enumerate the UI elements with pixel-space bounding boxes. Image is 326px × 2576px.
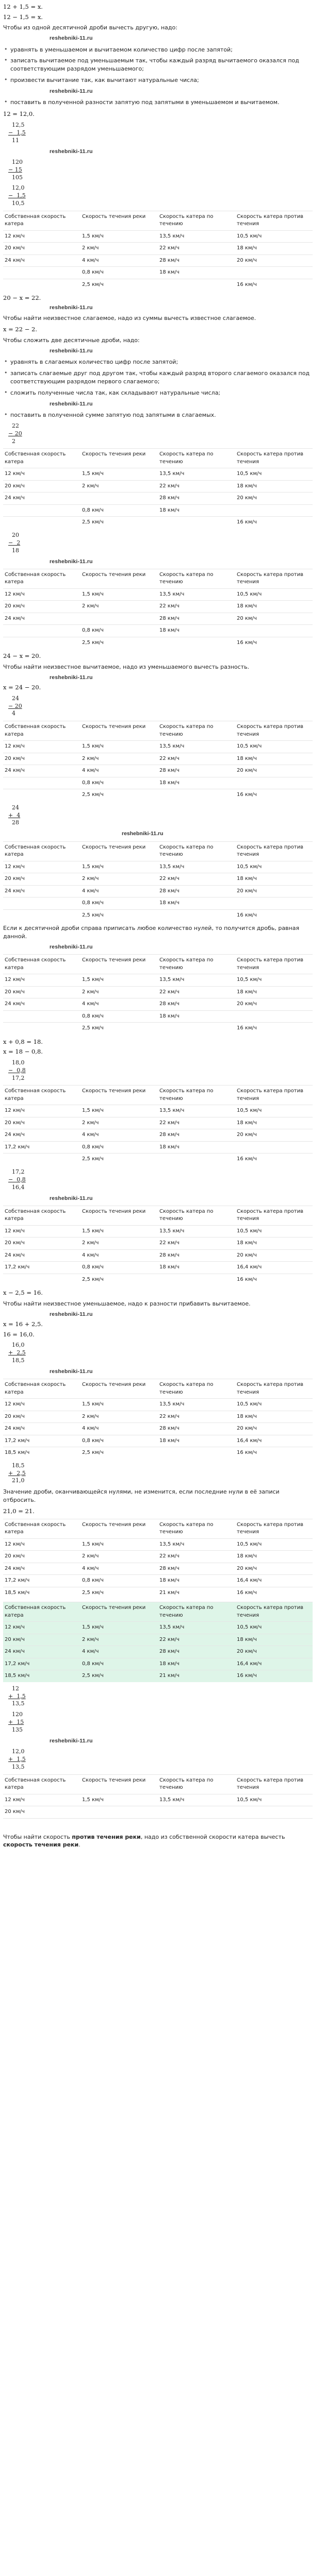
watermark: reshebniki-11.ru	[50, 400, 93, 407]
table-row: 2,5 км/ч 16 км/ч	[3, 1274, 313, 1285]
table-row: 17,2 км/ч 0,8 км/ч 18 км/ч	[3, 1141, 313, 1154]
col-header: Скорость течения реки	[80, 1206, 158, 1225]
rule-text: Чтобы найти неизвестное уменьшаемое, надо к разности прибавить вычитаемое.	[3, 1300, 251, 1307]
table-row: 0,8 км/ч 18 км/ч	[3, 777, 313, 789]
speed-table	[3, 954, 313, 1035]
speed-table	[3, 569, 313, 649]
col-header: Скорость течения реки	[80, 1774, 158, 1794]
table-row: 17,2 км/ч 0,8 км/ч 18 км/ч 16,4 км/ч	[3, 1435, 313, 1447]
watermark: reshebniki-11.ru	[50, 88, 93, 95]
col-header: Собственная скорость катера	[3, 955, 80, 974]
watermark: reshebniki-11.ru	[50, 304, 93, 311]
speed-table	[3, 721, 313, 801]
table-row: 20 км/ч 2 км/ч 22 км/ч 18 км/ч	[3, 243, 313, 255]
equation: x = 24 − 20.	[3, 684, 41, 691]
equation: 12 − 1,5 = x.	[3, 13, 43, 21]
equation: 20 − x = 22.	[3, 294, 41, 302]
equation: 21,0 = 21.	[3, 1507, 35, 1515]
col-header: Собственная скорость катера	[3, 1519, 80, 1538]
col-header: Собственная скорость катера	[3, 1206, 80, 1225]
column-calc: 12,5 − 1,5 11	[8, 122, 26, 144]
column-calc: 18,5 + 2,5 21,0	[8, 1462, 26, 1484]
watermark: reshebniki-11.ru	[50, 1368, 93, 1375]
table-row: 24 км/ч 28 км/ч 20 км/ч	[3, 613, 313, 625]
table-row: 18,5 км/ч 2,5 км/ч 21 км/ч 16 км/ч	[3, 1587, 313, 1599]
table-row: 17,2 км/ч 0,8 км/ч 18 км/ч 16,4 км/ч	[3, 1658, 313, 1670]
column-calc: 12,0 + 1,5 13,5	[8, 1748, 26, 1770]
table-row: 24 км/ч 4 км/ч 28 км/ч 20 км/ч	[3, 885, 313, 897]
table-row: 0,8 км/ч 18 км/ч	[3, 504, 313, 517]
col-header: Собственная скорость катера	[3, 449, 80, 468]
rule-item: • поставить в полученной разности запятую под запятыми в уменьшаемом и вычитаемом.	[3, 98, 313, 107]
table-row: 24 км/ч 28 км/ч 20 км/ч	[3, 493, 313, 505]
table-row	[3, 1818, 313, 1830]
watermark: reshebniki-11.ru	[50, 1311, 93, 1317]
table-row: 24 км/ч 4 км/ч 28 км/ч 20 км/ч	[3, 255, 313, 267]
table-row: 20 км/ч 2 км/ч 22 км/ч 18 км/ч	[3, 873, 313, 886]
table-row: 0,8 км/ч 18 км/ч	[3, 897, 313, 910]
column-calc: 24 − 20 4	[8, 694, 22, 717]
col-header: Собственная скорость катера	[3, 1774, 80, 1794]
equation: 12 + 1,5 = x.	[3, 3, 43, 10]
col-header: Скорость катера по течению	[158, 841, 235, 861]
col-header: Скорость катера по течению	[158, 449, 235, 468]
solution-page	[3, 0, 313, 1862]
column-calc: 120 + 15 135	[8, 1711, 24, 1733]
col-header: Скорость течения реки	[80, 1379, 158, 1399]
col-header: Скорость катера по течению	[158, 569, 235, 588]
col-header: Скорость катера по течению	[158, 211, 235, 230]
col-header: Скорость катера по течению	[158, 721, 235, 741]
table-row: 12 км/ч 1,5 км/ч 13,5 км/ч 10,5 км/ч	[3, 974, 313, 987]
table-row: 2,5 км/ч 16 км/ч	[3, 637, 313, 649]
watermark: reshebniki-11.ru	[50, 35, 93, 42]
table-row: 2,5 км/ч 16 км/ч	[3, 1023, 313, 1035]
table-row: 20 км/ч 2 км/ч 22 км/ч 18 км/ч	[3, 1634, 313, 1646]
equation: x = 22 − 2.	[3, 326, 37, 333]
table-row: 20 км/ч 2 км/ч 22 км/ч 18 км/ч	[3, 601, 313, 613]
col-header: Скорость течения реки	[80, 721, 158, 741]
table-row: 20 км/ч 2 км/ч 22 км/ч 18 км/ч	[3, 753, 313, 765]
col-header: Собственная скорость катера	[3, 1379, 80, 1399]
col-header: Собственная скорость катера	[3, 721, 80, 741]
col-header: Собственная скорость катера	[3, 569, 80, 588]
watermark: reshebniki-11.ru	[50, 1195, 93, 1201]
watermark: reshebniki-11.ru	[50, 148, 93, 155]
table-row: 20 км/ч 2 км/ч 22 км/ч 18 км/ч	[3, 1117, 313, 1129]
rule-intro: Чтобы из одной десятичной дроби вычесть другую, надо:	[3, 24, 177, 31]
column-calc: 17,2 − 0,8 16,4	[8, 1168, 26, 1191]
watermark: reshebniki-11.ru	[50, 558, 93, 565]
table-row: 12 км/ч 1,5 км/ч 13,5 км/ч 10,5 км/ч	[3, 1399, 313, 1411]
column-calc: 20 − 2 18	[8, 531, 21, 554]
watermark: reshebniki-11.ru	[122, 831, 164, 837]
table-row: 12 км/ч 1,5 км/ч 13,5 км/ч 10,5 км/ч	[3, 468, 313, 481]
col-header: Скорость катера против течения	[235, 211, 313, 230]
col-header: Скорость катера по течению	[158, 1602, 235, 1622]
speed-table	[3, 448, 313, 529]
table-row: 24 км/ч 4 км/ч 28 км/ч 20 км/ч	[3, 998, 313, 1011]
table-row: 0,8 км/ч 18 км/ч	[3, 267, 313, 279]
equation: 12 = 12,0.	[3, 110, 35, 118]
table-row: 0,8 км/ч 18 км/ч	[3, 1010, 313, 1023]
watermark: reshebniki-11.ru	[50, 1737, 93, 1744]
table-row: 20 км/ч 2 км/ч 22 км/ч 18 км/ч	[3, 986, 313, 998]
equation: x = 18 − 0,8.	[3, 1048, 43, 1056]
table-row: 18,5 км/ч 2,5 км/ч 16 км/ч	[3, 1447, 313, 1459]
col-header: Скорость течения реки	[80, 211, 158, 230]
table-row: 20 км/ч 2 км/ч 22 км/ч 18 км/ч	[3, 1238, 313, 1250]
speed-table	[3, 841, 313, 922]
rule-item: • произвести вычитание так, как вычитают натуральные числа;	[3, 76, 313, 84]
rule-item: • уравнять в уменьшаемом и вычитаемом количество цифр после запятой;	[3, 46, 313, 54]
col-header: Скорость катера против течения	[235, 1774, 313, 1794]
table-row: 24 км/ч 4 км/ч 28 км/ч 20 км/ч	[3, 1563, 313, 1575]
watermark: reshebniki-11.ru	[50, 347, 93, 354]
column-calc: 18,0 − 0,8 17,2	[8, 1059, 26, 1081]
table-row: 20 км/ч 2 км/ч 22 км/ч 18 км/ч	[3, 1551, 313, 1563]
rule-item: • уравнять в слагаемых количество цифр после запятой;	[3, 358, 313, 366]
table-row: 12 км/ч 1,5 км/ч 13,5 км/ч 10,5 км/ч	[3, 588, 313, 601]
col-header: Скорость катера по течению	[158, 1519, 235, 1538]
table-row: 24 км/ч 4 км/ч 28 км/ч 20 км/ч	[3, 765, 313, 777]
equation: x − 2,5 = 16.	[3, 1289, 43, 1297]
table-row: 12 км/ч 1,5 км/ч 13,5 км/ч 10,5 км/ч	[3, 230, 313, 243]
col-header: Собственная скорость катера	[3, 1086, 80, 1105]
table-row: 12 км/ч 1,5 км/ч 13,5 км/ч 10,5 км/ч	[3, 1105, 313, 1117]
col-header: Собственная скорость катера	[3, 211, 80, 230]
column-calc: 16,0 + 2,5 18,5	[8, 1342, 26, 1364]
table-row: 24 км/ч 4 км/ч 28 км/ч 20 км/ч	[3, 1129, 313, 1142]
col-header: Собственная скорость катера	[3, 841, 80, 861]
col-header: Скорость катера против течения	[235, 1206, 313, 1225]
col-header: Скорость катера против течения	[235, 449, 313, 468]
col-header: Скорость катера против течения	[235, 955, 313, 974]
speed-table	[3, 1774, 313, 1830]
col-header: Скорость катера по течению	[158, 1206, 235, 1225]
speed-table	[3, 1379, 313, 1459]
watermark: reshebniki-11.ru	[50, 674, 93, 681]
table-row: 12 км/ч 1,5 км/ч 13,5 км/ч 10,5 км/ч	[3, 861, 313, 873]
col-header: Скорость катера против течения	[235, 1519, 313, 1538]
speed-table	[3, 1085, 313, 1165]
table-row: 12 км/ч 1,5 км/ч 13,5 км/ч 10,5 км/ч	[3, 1622, 313, 1634]
col-header: Скорость катера по течению	[158, 955, 235, 974]
rule-item: • записать вычитаемое под уменьшаемым так, чтобы каждый разряд вычитаемого оказался под соответствующим разрядом уменьшаемого;	[3, 57, 313, 73]
table-row: 24 км/ч 4 км/ч 28 км/ч 20 км/ч	[3, 1423, 313, 1435]
rule-text: Если к десятичной дроби справа приписать любое количество нулей, то получится дробь, равная данной.	[3, 925, 300, 940]
table-row: 12 км/ч 1,5 км/ч 13,5 км/ч 10,5 км/ч	[3, 1225, 313, 1238]
table-row: 12 км/ч 1,5 км/ч 13,5 км/ч 10,5 км/ч	[3, 741, 313, 753]
rule-text: Чтобы найти неизвестное слагаемое, надо из суммы вычесть известное слагаемое.	[3, 315, 256, 322]
col-header: Скорость катера против течения	[235, 1086, 313, 1105]
col-header: Скорость катера против течения	[235, 569, 313, 588]
table-row: 24 км/ч 4 км/ч 28 км/ч 20 км/ч	[3, 1249, 313, 1262]
col-header: Скорость катера по течению	[158, 1379, 235, 1399]
col-header: Скорость катера против течения	[235, 841, 313, 861]
col-header: Скорость течения реки	[80, 841, 158, 861]
speed-table-highlighted	[3, 1602, 313, 1682]
table-row: 20 км/ч 2 км/ч 22 км/ч 18 км/ч	[3, 1411, 313, 1423]
final-rule: Чтобы найти скорость против течения реки, надо из собственной скорости катера вычесть скорость течения реки.	[3, 1833, 285, 1849]
table-row: 12 км/ч 1,5 км/ч 13,5 км/ч 10,5 км/ч	[3, 1538, 313, 1551]
column-calc: 12 + 1,5 13,5	[8, 1685, 26, 1707]
col-header: Скорость течения реки	[80, 1086, 158, 1105]
table-row: 20 км/ч	[3, 1806, 313, 1819]
col-header: Собственная скорость катера	[3, 1602, 80, 1622]
col-header: Скорость течения реки	[80, 1602, 158, 1622]
table-row: 2,5 км/ч 16 км/ч	[3, 279, 313, 291]
speed-table	[3, 211, 313, 291]
table-row: 2,5 км/ч 16 км/ч	[3, 789, 313, 801]
rule-item: • записать слагаемые друг под другом так, чтобы каждый разряд второго слагаемого оказался под соответствующим разрядом первого слагаемого;	[3, 369, 313, 386]
table-row: 0,8 км/ч 18 км/ч	[3, 625, 313, 637]
equation: 16 = 16,0.	[3, 1330, 35, 1338]
col-header: Скорость катера по течению	[158, 1086, 235, 1105]
rule-item: • сложить полученные числа так, как складывают натуральные числа;	[3, 389, 313, 397]
speed-table	[3, 1519, 313, 1599]
rule-intro: Чтобы сложить две десятичные дроби, надо:	[3, 336, 140, 344]
table-row: 24 км/ч 4 км/ч 28 км/ч 20 км/ч	[3, 1646, 313, 1658]
watermark: reshebniki-11.ru	[50, 943, 93, 950]
equation: x + 0,8 = 18.	[3, 1038, 43, 1045]
table-row: 12 км/ч 1,5 км/ч 13,5 км/ч 10,5 км/ч	[3, 1794, 313, 1806]
table-row: 2,5 км/ч 16 км/ч	[3, 517, 313, 529]
col-header: Скорость течения реки	[80, 449, 158, 468]
table-row: 17,2 км/ч 0,8 км/ч 18 км/ч 16,4 км/ч	[3, 1575, 313, 1587]
col-header: Скорость катера против течения	[235, 721, 313, 741]
col-header: Скорость течения реки	[80, 955, 158, 974]
column-calc: 22 − 20 2	[8, 422, 22, 445]
equation: 24 − x = 20.	[3, 652, 41, 660]
rule-text: Чтобы найти неизвестное вычитаемое, надо из уменьшаемого вычесть разность.	[3, 663, 250, 670]
table-row: 17,2 км/ч 0,8 км/ч 18 км/ч 16,4 км/ч	[3, 1262, 313, 1274]
col-header: Скорость течения реки	[80, 569, 158, 588]
column-calc: 120 − 15 105	[8, 158, 23, 181]
col-header: Скорость катера против течения	[235, 1379, 313, 1399]
column-calc: 12,0 − 1,5 10,5	[8, 184, 26, 207]
rule-item: • поставить в полученной сумме запятую под запятыми в слагаемых.	[3, 411, 313, 419]
equation: x = 16 + 2,5.	[3, 1320, 43, 1328]
table-row: 2,5 км/ч 16 км/ч	[3, 1154, 313, 1165]
table-row: 20 км/ч 2 км/ч 22 км/ч 18 км/ч	[3, 480, 313, 493]
table-row: 2,5 км/ч 16 км/ч	[3, 909, 313, 921]
col-header: Скорость катера против течения	[235, 1602, 313, 1622]
rule-text: Значение дроби, оканчивающейся нулями, не изменится, если последние нули в её записи отбросить.	[3, 1488, 280, 1504]
col-header: Скорость катера по течению	[158, 1774, 235, 1794]
col-header: Скорость течения реки	[80, 1519, 158, 1538]
column-calc: 24 + 4 28	[8, 804, 21, 826]
table-row: 18,5 км/ч 2,5 км/ч 21 км/ч 16 км/ч	[3, 1670, 313, 1682]
speed-table	[3, 1206, 313, 1286]
